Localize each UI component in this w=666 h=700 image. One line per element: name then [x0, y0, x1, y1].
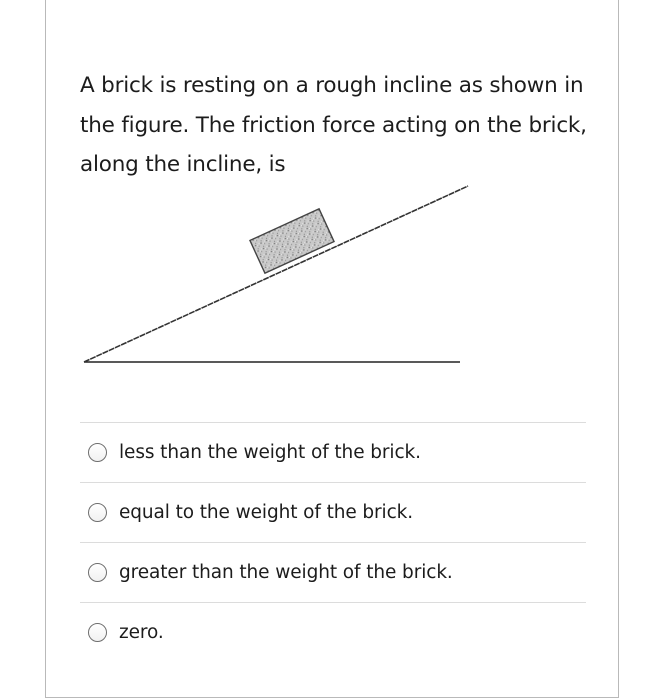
option-label: zero.: [119, 622, 164, 643]
radio-button[interactable]: [88, 443, 107, 462]
radio-button[interactable]: [88, 563, 107, 582]
option-label: equal to the weight of the brick.: [119, 502, 414, 523]
option-label: greater than the weight of the brick.: [119, 562, 453, 583]
option-less[interactable]: [80, 422, 586, 482]
radio-button[interactable]: [88, 503, 107, 522]
answer-options: [80, 422, 586, 662]
brick: [250, 209, 334, 273]
option-label: less than the weight of the brick.: [119, 442, 421, 463]
question-text: A brick is resting on a rough incline as shown in the figure. The friction force acting on the brick, along the incline, is: [80, 73, 587, 177]
radio-button[interactable]: [88, 623, 107, 642]
incline-line: [84, 186, 468, 362]
option-zero[interactable]: [80, 602, 586, 662]
brick-on-incline-figure: [82, 178, 482, 370]
option-equal[interactable]: [80, 482, 586, 542]
question-card: [45, 0, 619, 698]
option-greater[interactable]: [80, 542, 586, 602]
